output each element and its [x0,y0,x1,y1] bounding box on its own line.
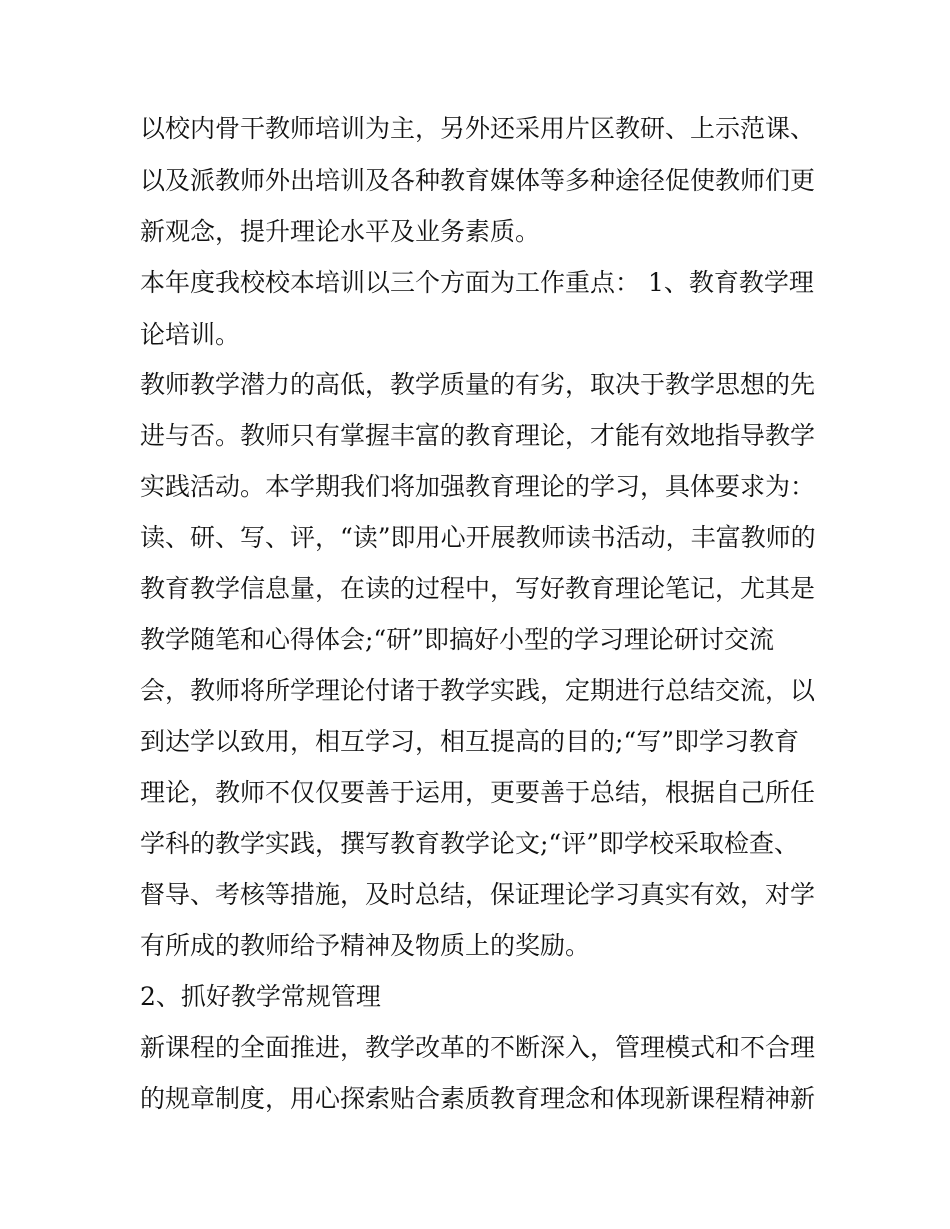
text-line: 教学随笔和心得体会;“研”即搞好小型的学习理论研讨交流 [140,625,774,654]
text-line: 督导、考核等措施，及时总结，保证理论学习真实有效，对学 [140,880,816,909]
text-line: 2、抓好教学常规管理 [140,982,381,1011]
text-line: 理论，教师不仅仅要善于运用，更要善于总结，根据自己所任 [140,778,816,807]
text-line: 论培训。 [140,320,241,349]
text-line: 学科的教学实践，撰写教育教学论文;“评”即学校采取检查、 [140,829,799,858]
text-line: 进与否。教师只有掌握丰富的教育理论，才能有效地指导教学 [140,421,816,450]
text-line: 以校内骨干教师培训为主，另外还采用片区教研、上示范课、 [140,114,816,143]
text-line: 本年度我校校本培训以三个方面为工作重点： 1、教育教学理 [140,268,814,297]
text-line: 以及派教师外出培训及各种教育媒体等多种途径促使教师们更 [140,166,816,195]
text-line: 到达学以致用，相互学习，相互提高的目的;“写”即学习教育 [140,727,799,756]
text-line: 会，教师将所学理论付诸于教学实践，定期进行总结交流，以 [140,676,816,705]
text-line: 的规章制度，用心探索贴合素质教育理念和体现新课程精神新 [140,1084,816,1113]
text-line: 新课程的全面推进，教学改革的不断深入，管理模式和不合理 [140,1033,816,1062]
text-line: 教师教学潜力的高低，教学质量的有劣，取决于教学思想的先 [140,370,816,399]
text-line: 教育教学信息量，在读的过程中，写好教育理论笔记，尤其是 [140,574,816,603]
text-line: 实践活动。本学期我们将加强教育理论的学习，具体要求为： [140,472,816,501]
text-line: 有所成的教师给予精神及物质上的奖励。 [140,931,591,960]
text-line: 新观念，提升理论水平及业务素质。 [140,217,541,246]
text-line: 读、研、写、评，“读”即用心开展教师读书活动，丰富教师的 [140,523,816,552]
